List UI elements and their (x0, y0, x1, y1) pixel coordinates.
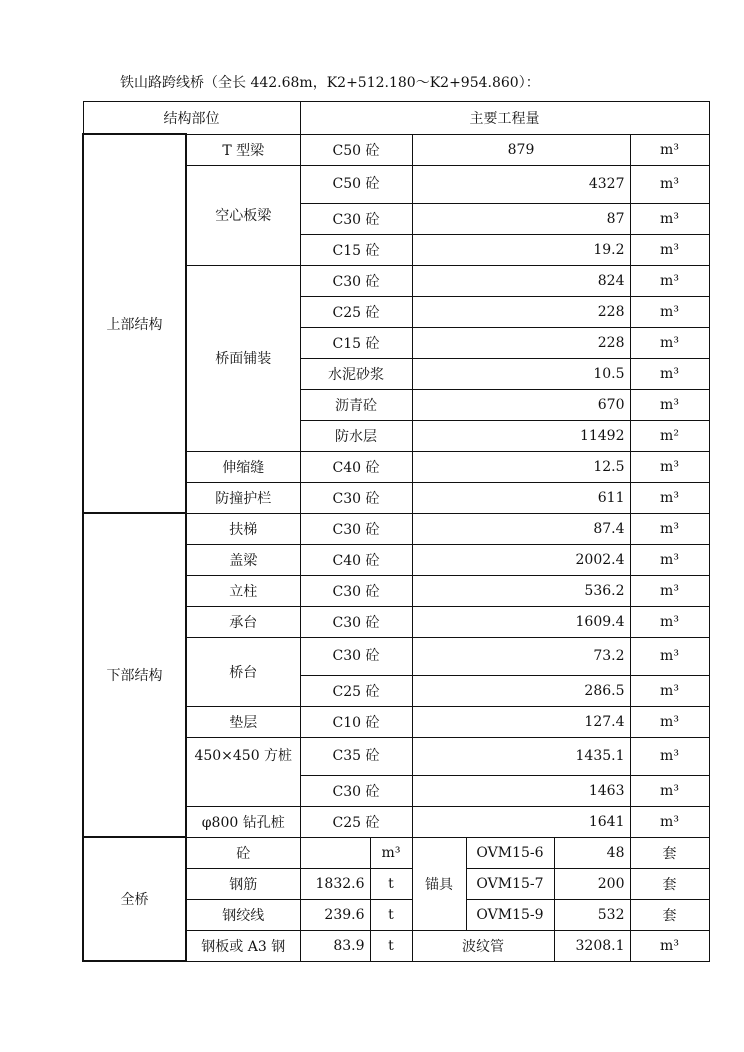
material-cell: C35 砼 (300, 737, 412, 775)
qty-cell: 87 (412, 203, 630, 234)
unit-cell: m³ (630, 165, 709, 203)
qty-cell: 536.2 (412, 575, 630, 606)
unit-cell: m³ (630, 637, 709, 675)
unit-cell: m³ (630, 203, 709, 234)
unit-cell: m³ (630, 706, 709, 737)
item-name: 钢绞线 (186, 899, 300, 930)
qty-cell: 11492 (412, 420, 630, 451)
item-name: 钢板或 A3 钢 (186, 930, 300, 961)
item-qty: 239.6 (300, 899, 370, 930)
anchor-label: 锚具 (412, 837, 466, 930)
part-cell: 桥面铺装 (186, 265, 300, 451)
material-cell: C30 砼 (300, 265, 412, 296)
material-cell: C25 砼 (300, 296, 412, 327)
item-qty: 83.9 (300, 930, 370, 961)
material-cell: C30 砼 (300, 513, 412, 544)
table-row (83, 134, 709, 165)
anchor-type: OVM15-6 (466, 837, 554, 868)
part-cell: 防撞护栏 (186, 482, 300, 513)
part-cell: 空心板梁 (186, 165, 300, 265)
material-cell: C50 砼 (300, 134, 412, 165)
material-cell: C30 砼 (300, 575, 412, 606)
qty-cell: 879 (412, 134, 630, 165)
unit-cell: m³ (630, 296, 709, 327)
material-cell: C50 砼 (300, 165, 412, 203)
part-cell: 450×450 方桩 (186, 737, 300, 806)
anchor-qty: 48 (554, 837, 630, 868)
section-label: 下部结构 (83, 513, 186, 837)
section-label: 上部结构 (83, 134, 186, 513)
qty-cell: 286.5 (412, 675, 630, 706)
unit-cell: m³ (630, 482, 709, 513)
qty-cell: 228 (412, 327, 630, 358)
anchor-type: OVM15-9 (466, 899, 554, 930)
quantity-table (82, 101, 710, 962)
anchor-qty: 200 (554, 868, 630, 899)
duct-unit: m³ (630, 930, 709, 961)
item-qty (300, 837, 370, 868)
item-unit: t (370, 930, 412, 961)
part-cell: 立柱 (186, 575, 300, 606)
part-cell: φ800 钻孔桩 (186, 806, 300, 837)
part-cell: 扶梯 (186, 513, 300, 544)
material-cell: 防水层 (300, 420, 412, 451)
unit-cell: m³ (630, 775, 709, 806)
unit-cell: m³ (630, 737, 709, 775)
material-cell: C25 砼 (300, 675, 412, 706)
duct-name: 波纹管 (412, 930, 554, 961)
header-row (83, 102, 709, 135)
qty-cell: 2002.4 (412, 544, 630, 575)
duct-qty: 3208.1 (554, 930, 630, 961)
item-unit: t (370, 868, 412, 899)
qty-cell: 1435.1 (412, 737, 630, 775)
item-unit: t (370, 899, 412, 930)
material-cell: C40 砼 (300, 451, 412, 482)
unit-cell: m³ (630, 358, 709, 389)
anchor-type: OVM15-7 (466, 868, 554, 899)
unit-cell: m³ (630, 234, 709, 265)
part-cell: 垫层 (186, 706, 300, 737)
material-cell: 水泥砂浆 (300, 358, 412, 389)
header-structure: 结构部位 (83, 102, 300, 135)
material-cell: C40 砼 (300, 544, 412, 575)
unit-cell: m³ (630, 265, 709, 296)
anchor-unit: 套 (630, 899, 709, 930)
item-unit: m³ (370, 837, 412, 868)
section-label: 全桥 (83, 837, 186, 961)
unit-cell: m³ (630, 327, 709, 358)
unit-cell: m³ (630, 675, 709, 706)
item-name: 砼 (186, 837, 300, 868)
unit-cell: m³ (630, 389, 709, 420)
unit-cell: m³ (630, 544, 709, 575)
material-cell: C30 砼 (300, 606, 412, 637)
unit-cell: m³ (630, 575, 709, 606)
table-row (83, 837, 709, 868)
material-cell: C30 砼 (300, 637, 412, 675)
anchor-qty: 532 (554, 899, 630, 930)
material-cell: C15 砼 (300, 234, 412, 265)
qty-cell: 4327 (412, 165, 630, 203)
material-cell: C25 砼 (300, 806, 412, 837)
qty-cell: 824 (412, 265, 630, 296)
table-caption: 铁山路跨线桥（全长 442.68m，K2+512.180～K2+954.860）： (120, 75, 540, 91)
material-cell: 沥青砼 (300, 389, 412, 420)
qty-cell: 73.2 (412, 637, 630, 675)
qty-cell: 87.4 (412, 513, 630, 544)
unit-cell: m³ (630, 134, 709, 165)
material-cell: C15 砼 (300, 327, 412, 358)
unit-cell: m³ (630, 513, 709, 544)
anchor-unit: 套 (630, 868, 709, 899)
anchor-unit: 套 (630, 837, 709, 868)
item-name: 钢筋 (186, 868, 300, 899)
qty-cell: 12.5 (412, 451, 630, 482)
qty-cell: 19.2 (412, 234, 630, 265)
qty-cell: 10.5 (412, 358, 630, 389)
table-row (83, 513, 709, 544)
part-cell: 桥台 (186, 637, 300, 706)
unit-cell: m² (630, 420, 709, 451)
qty-cell: 1463 (412, 775, 630, 806)
qty-cell: 611 (412, 482, 630, 513)
qty-cell: 127.4 (412, 706, 630, 737)
unit-cell: m³ (630, 606, 709, 637)
part-cell: 承台 (186, 606, 300, 637)
item-qty: 1832.6 (300, 868, 370, 899)
unit-cell: m³ (630, 451, 709, 482)
part-cell: T 型梁 (186, 134, 300, 165)
part-cell: 伸缩缝 (186, 451, 300, 482)
part-cell: 盖梁 (186, 544, 300, 575)
qty-cell: 228 (412, 296, 630, 327)
qty-cell: 670 (412, 389, 630, 420)
qty-cell: 1609.4 (412, 606, 630, 637)
material-cell: C30 砼 (300, 203, 412, 234)
material-cell: C30 砼 (300, 482, 412, 513)
qty-cell: 1641 (412, 806, 630, 837)
material-cell: C10 砼 (300, 706, 412, 737)
material-cell: C30 砼 (300, 775, 412, 806)
header-quantity: 主要工程量 (300, 102, 709, 135)
unit-cell: m³ (630, 806, 709, 837)
